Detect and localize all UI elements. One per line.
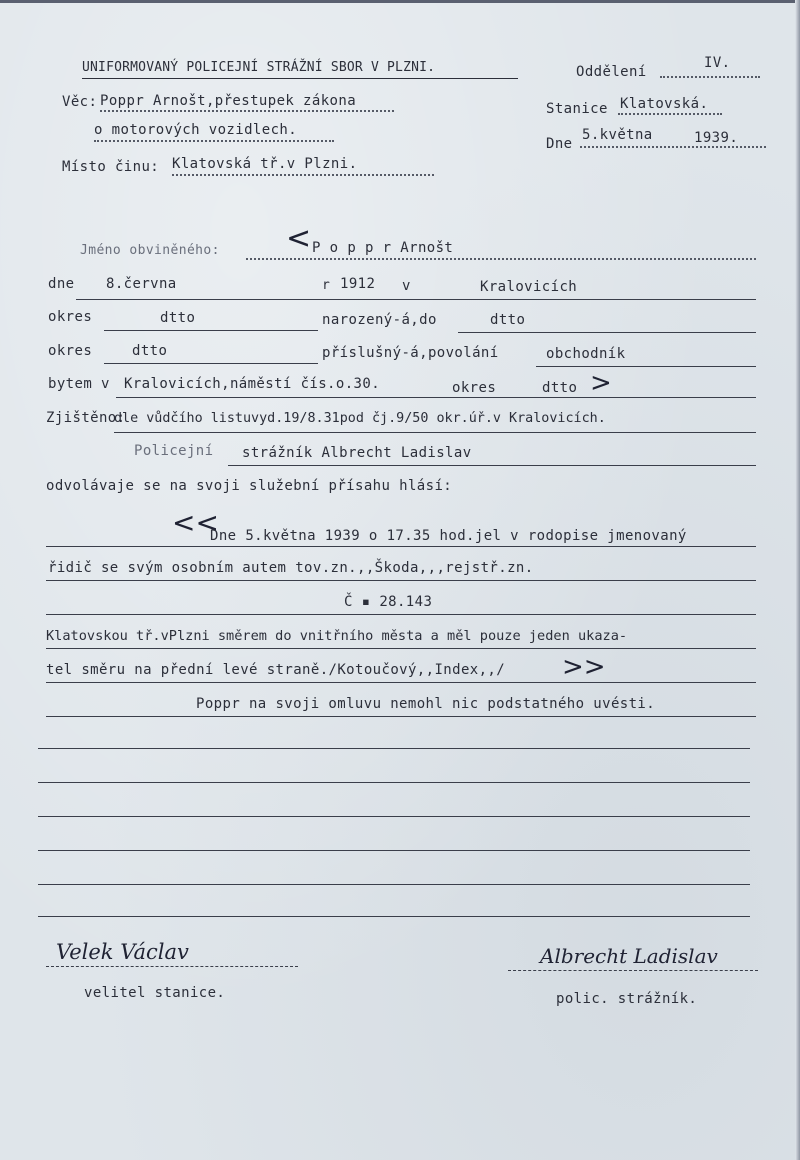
left-title: velitel stanice. — [84, 985, 226, 1001]
misto-dots — [172, 174, 434, 176]
stanice-dots — [618, 113, 722, 115]
prislusny-label: příslušný-á,povolání — [322, 345, 499, 361]
vec-dots-1 — [100, 110, 394, 112]
header-title-underline — [82, 78, 518, 79]
closing-bracket-mark: > — [590, 368, 612, 398]
rule-report-1 — [46, 546, 756, 547]
line-okres1 — [104, 330, 318, 331]
rule-empty-5 — [38, 884, 750, 885]
dne-header-label: Dne — [546, 136, 573, 152]
dne-header-year: 1939. — [694, 130, 739, 146]
vec-line-1: Poppr Arnošt,přestupek zákona — [100, 93, 357, 109]
vec-label: Věc: — [62, 94, 98, 110]
rule-empty-1 — [38, 748, 750, 749]
rule-report-2 — [46, 580, 756, 581]
line-policejni — [228, 465, 756, 466]
odvolavaje-text: odvolávaje se na svoji služební přísahu hlásí: — [46, 478, 453, 494]
right-signature-line — [508, 970, 758, 971]
line-okres2 — [104, 363, 318, 364]
rok-value: 1912 — [340, 276, 376, 292]
vec-dots-2 — [94, 140, 334, 142]
rule-report-6 — [46, 716, 756, 717]
narozeny-label: narozený-á,do — [322, 312, 437, 328]
misto-label: Místo činu: — [62, 159, 160, 175]
left-signature: Velek Václav — [56, 940, 189, 964]
jmeno-label: Jméno obviněného: — [80, 243, 220, 258]
page-edge-right — [795, 0, 800, 1160]
report-line-1: Dne 5.května 1939 o 17.35 hod.jel v rodopise jmenovaný — [210, 528, 687, 544]
v-label: v — [402, 278, 411, 294]
dne-header-dots — [580, 146, 766, 148]
report-line-3: Č ▪ 28.143 — [344, 594, 433, 610]
okres3-value: dtto — [542, 380, 578, 396]
stanice-label: Stanice — [546, 101, 608, 117]
rule-report-4 — [46, 648, 756, 649]
header-title: UNIFORMOVANÝ POLICEJNÍ STRÁŽNÍ SBOR V PLZNI. — [82, 60, 436, 75]
rule-empty-4 — [38, 850, 750, 851]
narozeny-value: dtto — [490, 312, 526, 328]
report-closing-mark: >> — [562, 652, 606, 682]
jmeno-dots — [246, 258, 756, 260]
dne-header-value: 5.května — [582, 127, 653, 143]
rule-empty-3 — [38, 816, 750, 817]
zjisteno-label: Zjištěno: — [46, 410, 126, 426]
line-narozeny — [458, 332, 756, 333]
right-title: polic. strážník. — [556, 991, 698, 1007]
povolani-value: obchodník — [546, 346, 626, 362]
oddeleni-dots — [660, 76, 760, 78]
opening-bracket-mark: < — [286, 221, 312, 256]
policejni-label: Policejní — [134, 443, 214, 459]
rok-label: r — [322, 278, 331, 293]
line-dne — [76, 299, 756, 300]
vec-line-2: o motorových vozidlech. — [94, 122, 298, 138]
okres3-label: okres — [452, 380, 497, 396]
misto-value: Klatovská tř.v Plzni. — [172, 156, 358, 172]
page-edge-top — [0, 0, 800, 3]
policejni-value: strážník Albrecht Ladislav — [242, 445, 472, 461]
okres1-label: okres — [48, 309, 93, 325]
rule-empty-6 — [38, 916, 750, 917]
line-bytem — [116, 397, 756, 398]
line-zjisteno — [114, 432, 756, 433]
stanice-value: Klatovská. — [620, 96, 709, 112]
right-signature: Albrecht Ladislav — [540, 944, 718, 968]
okres2-label: okres — [48, 343, 93, 359]
left-signature-line — [46, 966, 298, 967]
oddeleni-value: IV. — [704, 55, 731, 71]
report-line-6: Poppr na svoji omluvu nemohl nic podstatného uvésti. — [196, 696, 656, 712]
report-line-4: Klatovskou tř.vPlzni směrem do vnitřního města a měl pouze jeden ukaza- — [46, 628, 628, 644]
bytem-value: Kralovicích,náměstí čís.o.30. — [124, 376, 381, 392]
zjisteno-value: dle vůdčího listuvyd.19/8.31pod čj.9/50 okr.úř.v Kralovicích. — [114, 411, 606, 426]
oddeleni-label: Oddělení — [576, 64, 647, 80]
line-povolani — [536, 366, 756, 367]
report-opening-mark: << — [172, 506, 219, 539]
report-line-2: řidič se svým osobním autem tov.zn.,,Škoda,,,rejstř.zn. — [48, 560, 534, 576]
rule-empty-2 — [38, 782, 750, 783]
okres2-value: dtto — [132, 343, 168, 359]
dne-label: dne — [48, 276, 75, 292]
bytem-label: bytem v — [48, 376, 110, 392]
dne-value: 8.června — [106, 276, 177, 292]
jmeno-value: P o p p r Arnošt — [312, 240, 454, 256]
okres1-value: dtto — [160, 310, 196, 326]
rule-report-3 — [46, 614, 756, 615]
report-line-5: tel směru na přední levé straně./Kotoučový,,Index,,/ — [46, 662, 506, 678]
v-value: Kralovicích — [480, 279, 578, 295]
rule-report-5 — [46, 682, 756, 683]
